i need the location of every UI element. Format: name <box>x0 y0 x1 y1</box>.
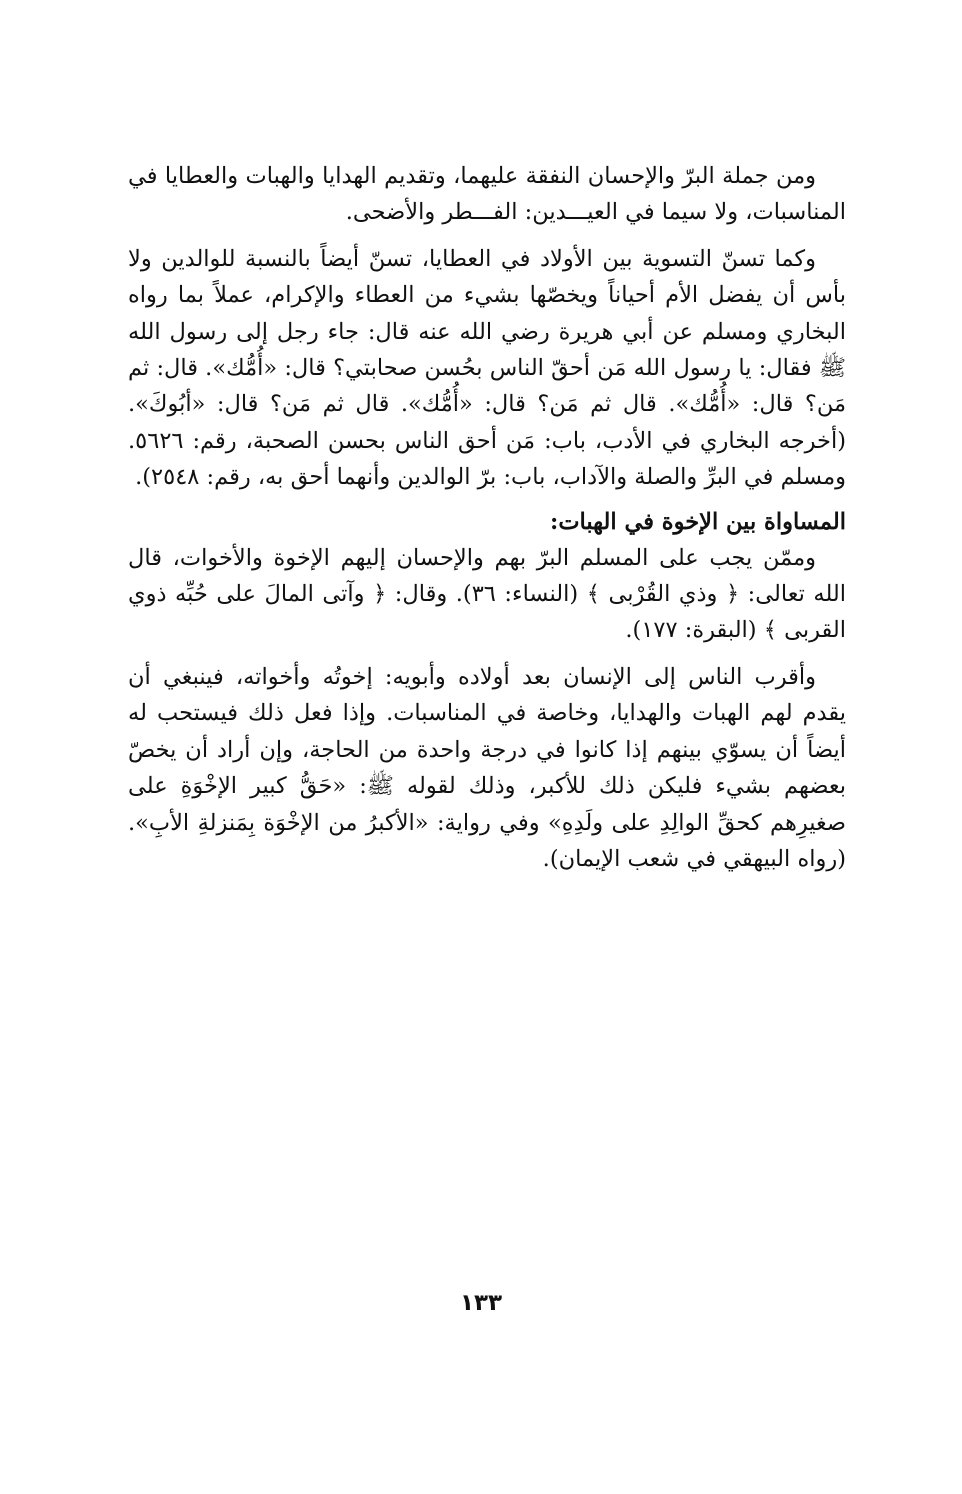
paragraph-siblings-quran: وممّن يجب على المسلم البرّ بهم والإحسان إليهم الإخوة والأخوات، قال الله تعالى: ﴿ وذي القُرْبى ﴾ (النساء: ٣٦). وقال: ﴿ وآتى المالَ على حُبِّه ذوي القربى ﴾ (البقرة: ١٧٧). <box>128 544 847 644</box>
paragraph-siblings-hadith: وأقرب الناس إلى الإنسان بعد أولاده وأبويه: إخوتُه وأخواته، فينبغي أن يقدم لهم الهبات والهدايا، وخاصة في المناسبات. وإذا فعل ذلك فيستحب له أيضاً أن يسوّي بينهم إذا كانوا في درجة واحدة من الحاجة، وإن أراد أن يخصّ بعضهم بشيء فليكن ذلك للأكبر، وذلك لقوله ﷺ: «حَقُّ كبير الإخْوَةِ على صغيرِهم كحقِّ الوالِدِ على ولَدِهِ» وفي رواية: «الأكبرُ من الإخْوَة بِمَنزلةِ الأبِ». (رواه البيهقي في شعب الإيمان). <box>128 663 846 872</box>
page-body <box>128 158 846 877</box>
paragraph-gifts-parents: ومن جملة البرّ والإحسان النفقة عليهما، وتقديم الهدايا والهبات والعطايا في المناسبات، ولا سيما في العيـــدين: الفـــطر والأضحى. <box>128 163 846 226</box>
section-heading-siblings: المساواة بين الإخوة في الهبات: <box>550 508 846 535</box>
page-number: ١٣٣ <box>459 1290 503 1316</box>
paragraph-equality-mother-hadith: وكما تسنّ التسوية بين الأولاد في العطايا، تسنّ أيضاً بالنسبة للوالدين ولا بأس أن يفضل الأم أحياناً ويخصّها بشيء من العطاء والإكرام، عملاً بما رواه البخاري ومسلم عن أبي هريرة رضي الله عنه قال: جاء رجل إلى رسول الله ﷺ فقال: يا رسول الله مَن أحقّ الناس بحُسن صحابتي؟ قال: «أُمُّك». قال: ثم مَن؟ قال: «أُمُّك». قال ثم مَن؟ قال: «أُمُّك». قال ثم مَن؟ قال: «أبُوكَ». (أخرجه البخاري في الأدب، باب: مَن أحق الناس بحسن الصحبة، رقم: ٥٦٢٦. ومسلم في البرِّ والصلة والآداب، باب: برّ الوالدين وأنهما أحق به، رقم: ٢٥٤٨). <box>128 245 846 491</box>
